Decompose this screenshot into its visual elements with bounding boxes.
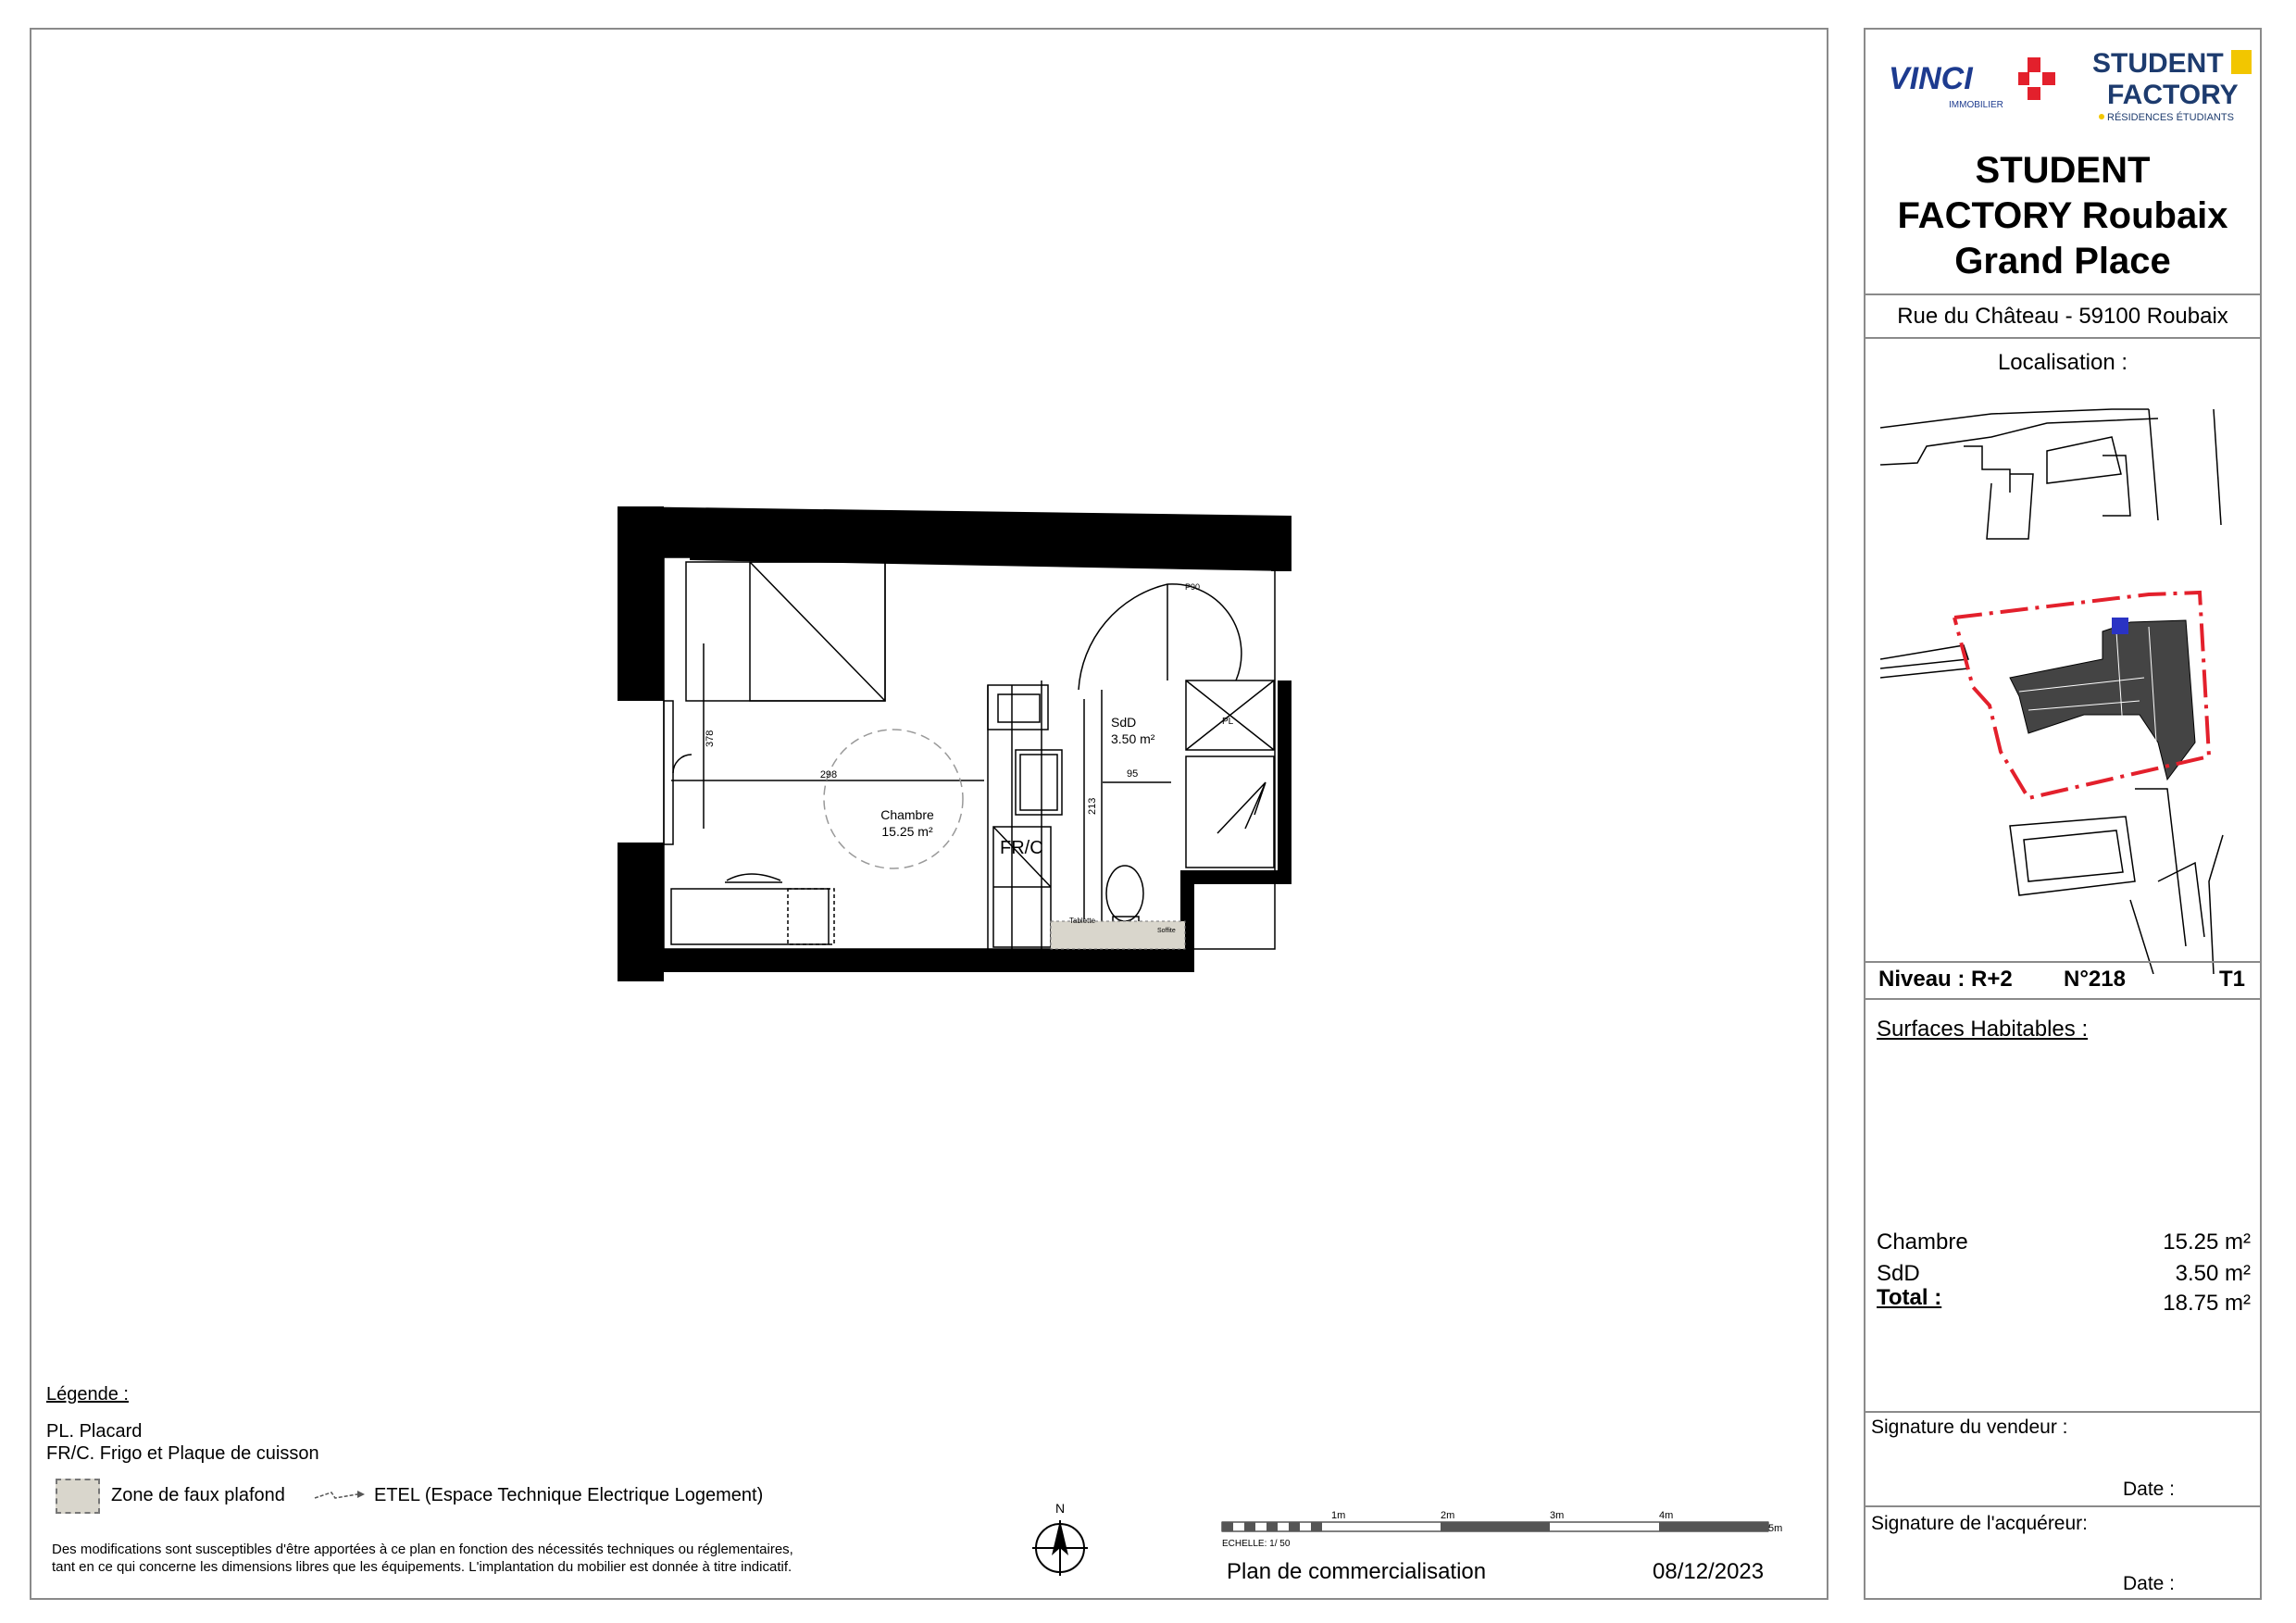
scale-mark-5m: 5m: [1768, 1523, 1783, 1534]
location-map: [1880, 381, 2251, 974]
turning-circle: [824, 730, 963, 868]
surface-row-total: [1877, 1285, 2251, 1320]
scale-echelle: ECHELLE: 1/ 50: [1222, 1539, 1291, 1549]
zone-faux-plafond-swatch: [56, 1479, 100, 1514]
vinci-logo-sub: IMMOBILIER: [1949, 100, 2003, 110]
floor-plan: [606, 505, 1310, 986]
surface-label: SdD: [1877, 1261, 1920, 1286]
title-block: [1864, 28, 2262, 1600]
unit-number: N°218: [2064, 967, 2126, 992]
legend-title: Légende :: [46, 1384, 129, 1405]
sf-logo-line2: FACTORY: [2107, 80, 2239, 110]
sf-logo-tagline: RÉSIDENCES ÉTUDIANTS: [2107, 112, 2234, 123]
plan-sdd-name: SdD: [1111, 715, 1137, 730]
plan-pl-label: PL: [1222, 717, 1234, 727]
plan-dim-sdd-width: 95: [1127, 768, 1139, 780]
plan-sdd-area: 3.50 m²: [1111, 731, 1155, 746]
plan-dim-width: 298: [819, 769, 838, 780]
plan-type-label: Plan de commercialisation: [1227, 1559, 1487, 1584]
plan-tablette-label: Tablette: [1069, 917, 1096, 925]
scale-mark-2m: 2m: [1441, 1511, 1455, 1521]
student-factory-logo: [2092, 41, 2254, 133]
disclaimer-line: Des modifications sont susceptibles d'être apportées à ce plan en fonction des nécessités techniques ou réglementaires,: [52, 1542, 793, 1557]
signature-acquereur-date: Date :: [2122, 1573, 2175, 1594]
faux-plafond-zone: [1051, 921, 1185, 949]
signature-vendeur-label: Signature du vendeur :: [1871, 1417, 2068, 1438]
plan-dim-height: 378: [705, 730, 716, 747]
divider: [1866, 293, 2260, 295]
unit-type: T1: [2218, 967, 2245, 992]
divider: [1866, 1411, 2260, 1413]
legend-frc: FR/C. Frigo et Plaque de cuisson: [46, 1443, 319, 1464]
surface-total-label: Total :: [1877, 1285, 1942, 1310]
surface-total-value: 18.75 m²: [2163, 1291, 2251, 1316]
unit-niveau: Niveau : R+2: [1878, 967, 2013, 992]
floor-plan-walls: [618, 506, 1292, 981]
divider: [1866, 961, 2260, 963]
scale-mark-3m: 3m: [1550, 1511, 1565, 1521]
signature-vendeur-date: Date :: [2122, 1479, 2175, 1500]
plan-frc-label: FR/C: [1000, 838, 1043, 858]
surface-value: 3.50 m²: [2175, 1261, 2251, 1286]
plan-dim-sdd-height: 213: [1087, 797, 1098, 815]
localisation-label: Localisation :: [1997, 350, 2128, 375]
plan-chambre-area: 15.25 m²: [881, 824, 933, 839]
plan-chambre-name: Chambre: [880, 807, 934, 822]
surface-label: Chambre: [1877, 1230, 1968, 1255]
disclaimer-line: tant en ce qui concerne les dimensions libres que les équipements. L'implantation du mobilier est donnée à titre indicatif.: [52, 1559, 792, 1575]
project-title-line: STUDENT: [1975, 150, 2151, 191]
disclaimer: [52, 1541, 904, 1576]
divider: [1866, 998, 2260, 1000]
vinci-immobilier-logo: [1889, 52, 2065, 117]
vinci-logo-text: VINCI: [1889, 61, 1973, 96]
divider: [1866, 337, 2260, 339]
building-footprint: [2010, 618, 2195, 780]
project-title-line: Grand Place: [1954, 241, 2171, 281]
project-title: [1866, 148, 2260, 284]
north-arrow-icon: [1028, 1500, 1092, 1583]
etel-arrow-icon: [313, 1489, 367, 1502]
scale-mark-4m: 4m: [1659, 1511, 1674, 1521]
surface-row-chambre: [1877, 1230, 2251, 1259]
scale-bar: [1220, 1511, 1794, 1552]
scale-mark-1m: 1m: [1331, 1511, 1346, 1521]
surface-value: 15.25 m²: [2163, 1230, 2251, 1255]
north-label: N: [1054, 1501, 1066, 1516]
plan-p90-label: P90: [1185, 582, 1201, 592]
divider: [1866, 1505, 2260, 1507]
sf-logo-line1: STUDENT: [2092, 48, 2224, 79]
plan-date: 08/12/2023: [1653, 1559, 1765, 1584]
project-title-line: FACTORY Roubaix: [1897, 195, 2228, 236]
legend-etel: ETEL (Espace Technique Electrique Logement): [374, 1485, 764, 1505]
project-address: Rue du Château - 59100 Roubaix: [1897, 304, 2228, 329]
legend-pl: PL. Placard: [46, 1421, 143, 1442]
surfaces-title: Surfaces Habitables :: [1877, 1017, 2089, 1042]
unit-info-row: [1878, 967, 2245, 1000]
plan-soffite-label: Soffite: [1157, 928, 1176, 934]
signature-acquereur-label: Signature de l'acquéreur:: [1871, 1513, 2088, 1534]
legend-zone: Zone de faux plafond: [111, 1485, 285, 1505]
